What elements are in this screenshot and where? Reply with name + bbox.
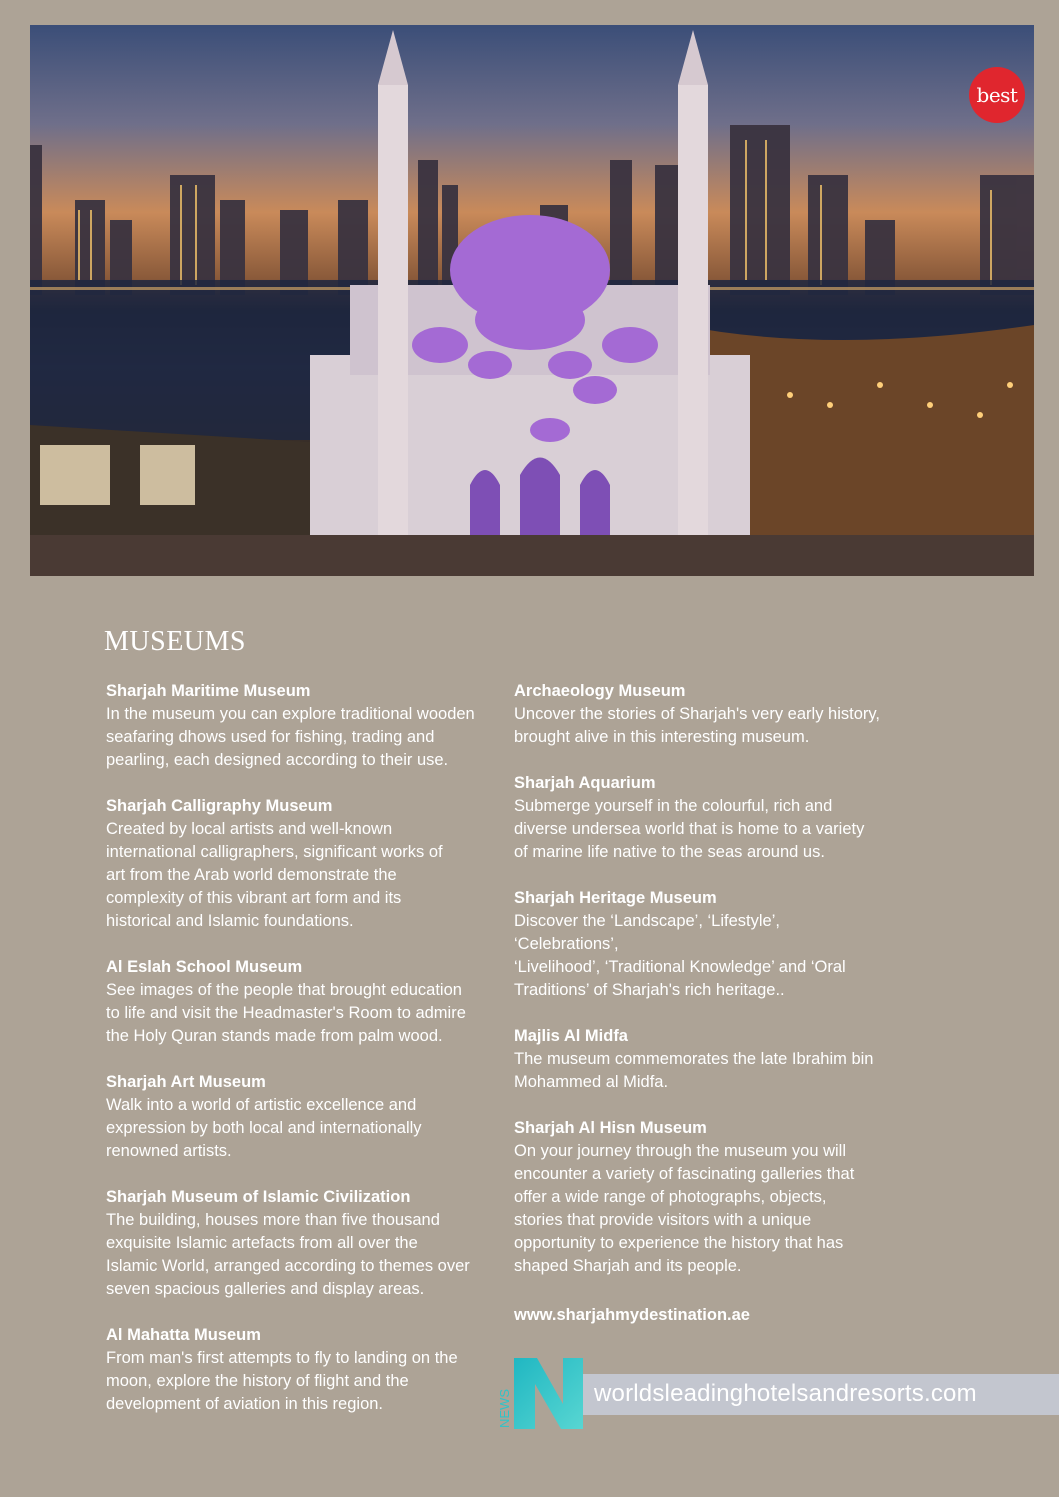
section-heading: MUSEUMS — [104, 626, 246, 657]
museum-description-line: The building, houses more than five thousand — [106, 1211, 440, 1229]
museum-entry — [106, 795, 481, 933]
museum-description-line: development of aviation in this region. — [106, 1395, 384, 1413]
museum-entry — [514, 887, 889, 1002]
museum-entry — [106, 1071, 481, 1163]
museum-description-line: the Holy Quran stands made from palm wood. — [106, 1027, 443, 1045]
museum-description-line: Created by local artists and well-known — [106, 820, 393, 838]
museum-description-line: international calligraphers, significant works of — [106, 843, 443, 861]
museum-description-line: exquisite Islamic artefacts from all over the — [106, 1234, 418, 1252]
museum-title: Sharjah Maritime Museum — [106, 682, 311, 700]
museum-entry — [106, 680, 481, 772]
museum-title: Sharjah Al Hisn Museum — [514, 1119, 707, 1137]
museum-description-line: of marine life native to the seas around us. — [514, 843, 825, 861]
museum-description-line: brought alive in this interesting museum. — [514, 728, 810, 746]
museum-description-line: Mohammed al Midfa. — [514, 1073, 669, 1091]
museum-entry — [106, 1324, 481, 1416]
museum-description-line: The museum commemorates the late Ibrahim bin — [514, 1050, 874, 1068]
best-badge-logo: best — [969, 67, 1025, 123]
museum-title: Sharjah Heritage Museum — [514, 889, 717, 907]
museum-description-line: diverse undersea world that is home to a variety — [514, 820, 865, 838]
museum-description-line: seven spacious galleries and display areas. — [106, 1280, 425, 1298]
news-logo-word: NEWS — [497, 1389, 512, 1428]
museum-title: Sharjah Museum of Islamic Civilization — [106, 1188, 411, 1206]
museum-entry — [514, 1117, 889, 1278]
museum-description-line: From man's first attempts to fly to landing on the — [106, 1349, 458, 1367]
museum-description-line: In the museum you can explore traditional wooden — [106, 705, 475, 723]
museum-title: Sharjah Art Museum — [106, 1073, 266, 1091]
museum-description-line: encounter a variety of fascinating galleries that — [514, 1165, 855, 1183]
museum-entry — [514, 772, 889, 864]
museum-description-line: expression by both local and internationally — [106, 1119, 422, 1137]
museum-entry — [106, 1186, 481, 1301]
museum-entry — [106, 956, 481, 1048]
museum-description-line: art from the Arab world demonstrate the — [106, 866, 397, 884]
mosque-skyline-illustration — [30, 25, 1034, 576]
museum-description-line: offer a wide range of photographs, objects, — [514, 1188, 827, 1206]
museum-description-line: Walk into a world of artistic excellence and — [106, 1096, 417, 1114]
museum-entry — [514, 680, 889, 749]
museum-title: Al Mahatta Museum — [106, 1326, 261, 1344]
museum-description-line: On your journey through the museum you will — [514, 1142, 846, 1160]
museum-description-line: renowned artists. — [106, 1142, 232, 1160]
museum-description-line: opportunity to experience the history that has — [514, 1234, 844, 1252]
museums-left-column — [106, 680, 481, 1439]
museum-description-line: Submerge yourself in the colourful, rich and — [514, 797, 833, 815]
footer-url-link[interactable]: worldsleadinghotelsandresorts.com — [594, 1380, 977, 1407]
museum-description-line: See images of the people that brought education — [106, 981, 462, 999]
museum-title: Sharjah Calligraphy Museum — [106, 797, 333, 815]
museum-description-line: complexity of this vibrant art form and its — [106, 889, 402, 907]
museum-description-line: pearling, each designed according to their use. — [106, 751, 449, 769]
website-link[interactable]: www.sharjahmydestination.ae — [514, 1306, 750, 1324]
museums-right-column — [514, 680, 889, 1301]
museum-description-line: seafaring dhows used for fishing, trading and — [106, 728, 435, 746]
museum-title: Al Eslah School Museum — [106, 958, 303, 976]
museum-title: Archaeology Museum — [514, 682, 686, 700]
museum-description-line: moon, explore the history of flight and the — [106, 1372, 409, 1390]
museum-description-line: to life and visit the Headmaster's Room to admire — [106, 1004, 466, 1022]
museum-description-line: Traditions’ of Sharjah's rich heritage.. — [514, 981, 785, 999]
news-n-logo-icon — [497, 1356, 587, 1431]
museum-title: Sharjah Aquarium — [514, 774, 656, 792]
museum-description-line: historical and Islamic foundations. — [106, 912, 354, 930]
museum-description-line: Islamic World, arranged according to themes over — [106, 1257, 470, 1275]
museum-description-line: Uncover the stories of Sharjah's very early history, — [514, 705, 880, 723]
museum-description-line: stories that provide visitors with a unique — [514, 1211, 812, 1229]
hero-photo — [30, 25, 1034, 576]
museum-description-line: Discover the ‘Landscape’, ‘Lifestyle’, ‘Celebrations’, — [514, 912, 780, 953]
museum-entry — [514, 1025, 889, 1094]
museum-description-line: shaped Sharjah and its people. — [514, 1257, 742, 1275]
museum-description-line: ‘Livelihood’, ‘Traditional Knowledge’ and ‘Oral — [514, 958, 846, 976]
museum-title: Majlis Al Midfa — [514, 1027, 628, 1045]
